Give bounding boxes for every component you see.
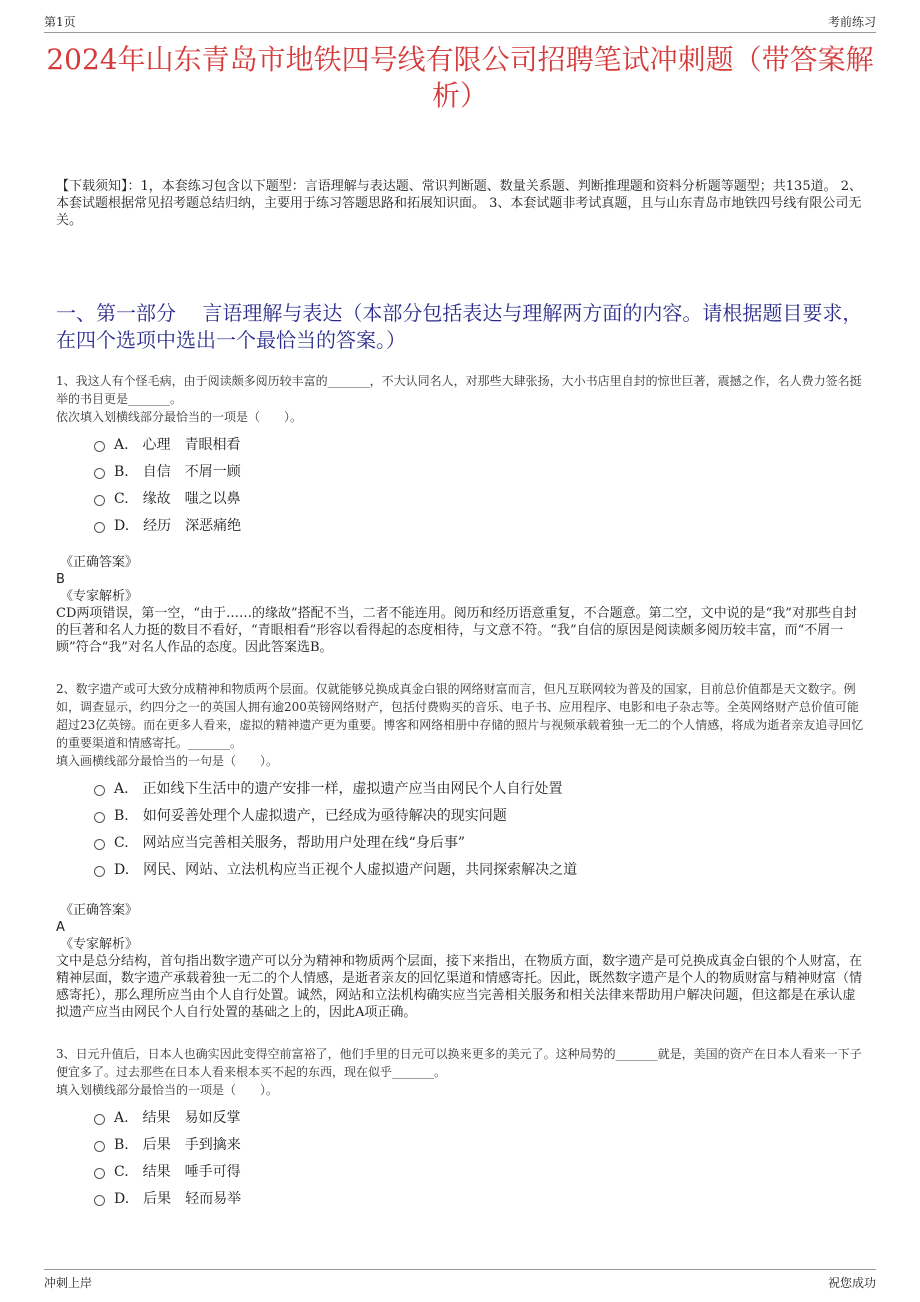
answer-heading: 《正确答案》 <box>60 555 139 570</box>
option-d[interactable] <box>92 1186 864 1213</box>
option-label: D. 后果 轻而易举 <box>114 1191 242 1207</box>
question-text: 3、日元升值后，日本人也确实因此变得空前富裕了，他们手里的日元可以换来更多的美元了。这种局势的_______就是，美国的资产在日本人看来一下子便宜多了。过去那些在日本人看来根本买不起的东西，现在似乎_______。 <box>56 1047 862 1079</box>
download-notice: 【下载须知】：1，本套练习包含以下题型：言语理解与表达题、常识判断题、数量关系题、判断推理题和资料分析题等题型；共135道。 2、本套试题根据常见招考题总结归纳，主要用于练习答题思路和拓展知识面。 3、本套试题非考试真题，且与山东青岛市地铁四号线有限公司无关。 <box>56 179 862 228</box>
option-label: C. 缘故 嗤之以鼻 <box>114 491 241 507</box>
option-a[interactable] <box>92 776 864 803</box>
option-label: D. 经历 深恶痛绝 <box>114 518 242 534</box>
option-b[interactable] <box>92 459 864 486</box>
question-3 <box>56 1045 864 1213</box>
option-c[interactable] <box>92 1159 864 1186</box>
answer-block-2 <box>56 902 864 1021</box>
option-a[interactable] <box>92 1105 864 1132</box>
option-label: D. 网民、网站、立法机构应当正视个人虚拟遗产问题，共同探索解决之道 <box>114 862 578 878</box>
question-prompt: 填入划横线部分最恰当的一项是（ ）。 <box>56 1083 279 1097</box>
page-footer <box>44 1269 876 1294</box>
option-a[interactable] <box>92 432 864 459</box>
option-list <box>92 776 864 884</box>
analysis-heading: 《专家解析》 <box>60 937 139 952</box>
radio-icon[interactable] <box>94 785 105 796</box>
answer-value: A <box>56 920 65 935</box>
option-label: C. 结果 唾手可得 <box>114 1164 241 1180</box>
analysis-heading: 《专家解析》 <box>60 589 139 604</box>
option-label: B. 自信 不屑一顾 <box>114 464 241 480</box>
radio-icon[interactable] <box>94 1114 105 1125</box>
option-label: A. 正如线下生活中的遗产安排一样，虚拟遗产应当由网民个人自行处置 <box>114 781 563 797</box>
section-title: 一、第一部分 言语理解与表达（本部分包括表达与理解两方面的内容。请根据题目要求，在四个选项中选出一个最恰当的答案。） <box>56 301 863 352</box>
page-number: 第1页 <box>44 15 76 29</box>
option-c[interactable] <box>92 830 864 857</box>
radio-icon[interactable] <box>94 812 105 823</box>
answer-block-1 <box>56 554 864 656</box>
option-label: A. 结果 易如反掌 <box>114 1110 241 1126</box>
radio-icon[interactable] <box>94 495 105 506</box>
answer-value: B <box>56 572 65 587</box>
question-text: 1、我这人有个怪毛病，由于阅读颇多阅历较丰富的_______，不大认同名人，对那些大肆张扬，大小书店里自封的惊世巨著，震撼之作，名人费力签名挺举的书目更是_______。 <box>56 374 862 406</box>
question-prompt: 依次填入划横线部分最恰当的一项是（ ）。 <box>56 410 303 424</box>
option-list <box>92 432 864 540</box>
question-2 <box>56 680 864 884</box>
option-c[interactable] <box>92 486 864 513</box>
option-label: B. 如何妥善处理个人虚拟遗产，已经成为亟待解决的现实问题 <box>114 808 507 824</box>
radio-icon[interactable] <box>94 866 105 877</box>
option-list <box>92 1105 864 1213</box>
option-d[interactable] <box>92 857 864 884</box>
analysis-text: CD两项错误，第一空，“由于……的缘故”搭配不当，二者不能连用。阅历和经历语意重复，不合题意。第二空，文中说的是“我”对那些自封的巨著和名人力挺的数目不看好，“青眼相看”形容以看得起的态度相待，与文意不符。“我”自信的原因是阅读颇多阅历较丰富，而“不屑一顾”符合“我”对名人作品的态度。因此答案选B。 <box>56 606 857 655</box>
page-category: 考前练习 <box>827 15 876 29</box>
analysis-text: 文中是总分结构，首句指出数字遗产可以分为精神和物质两个层面，接下来指出，在物质方面，数字遗产是可兑换成真金白银的个人财富，在精神层面，数字遗产承载着独一无二的个人情感，是逝者亲友的回忆渠道和情感寄托。因此，既然数字遗产是个人的物质财富与精神财富（情感寄托），那么理所应当由个人自行处置。诚然，网站和立法机构确实应当完善相关服务和相关法律来帮助用户解决问题，但这都是在承认虚拟遗产应当由网民个人自行处置的基础之上的，因此A项正确。 <box>56 954 863 1020</box>
option-label: B. 后果 手到擒来 <box>114 1137 241 1153</box>
question-text: 2、数字遗产或可大致分成精神和物质两个层面。仅就能够兑换成真金白银的网络财富而言，但凡互联网较为普及的国家，目前总价值都是天文数字。例如，调查显示，约四分之一的英国人拥有逾200英镑网络财产，包括付费购买的音乐、电子书、应用程序、电影和电子杂志等。全英网络财产总价值可能超过23亿英镑。而在更多人看来，虚拟的精神遗产更为重要。博客和网络相册中存储的照片与视频承载着独一无二的个人情感，将成为逝者亲友追寻回忆的重要渠道和情感寄托。_______。 <box>56 682 864 750</box>
option-d[interactable] <box>92 513 864 540</box>
question-1 <box>56 372 864 540</box>
footer-left-text: 冲刺上岸 <box>44 1276 93 1290</box>
document-title: 2024年山东青岛市地铁四号线有限公司招聘笔试冲刺题（带答案解析） <box>46 43 874 112</box>
radio-icon[interactable] <box>94 1168 105 1179</box>
radio-icon[interactable] <box>94 1141 105 1152</box>
option-label: A. 心理 青眼相看 <box>114 437 241 453</box>
radio-icon[interactable] <box>94 468 105 479</box>
radio-icon[interactable] <box>94 1195 105 1206</box>
page-header <box>44 10 876 33</box>
radio-icon[interactable] <box>94 839 105 850</box>
radio-icon[interactable] <box>94 522 105 533</box>
question-prompt: 填入画横线部分最恰当的一句是（ ）。 <box>56 754 279 768</box>
answer-heading: 《正确答案》 <box>60 903 139 918</box>
option-b[interactable] <box>92 803 864 830</box>
radio-icon[interactable] <box>94 441 105 452</box>
option-label: C. 网站应当完善相关服务，帮助用户处理在线“身后事” <box>114 835 465 851</box>
footer-right-text: 祝您成功 <box>827 1276 876 1290</box>
option-b[interactable] <box>92 1132 864 1159</box>
